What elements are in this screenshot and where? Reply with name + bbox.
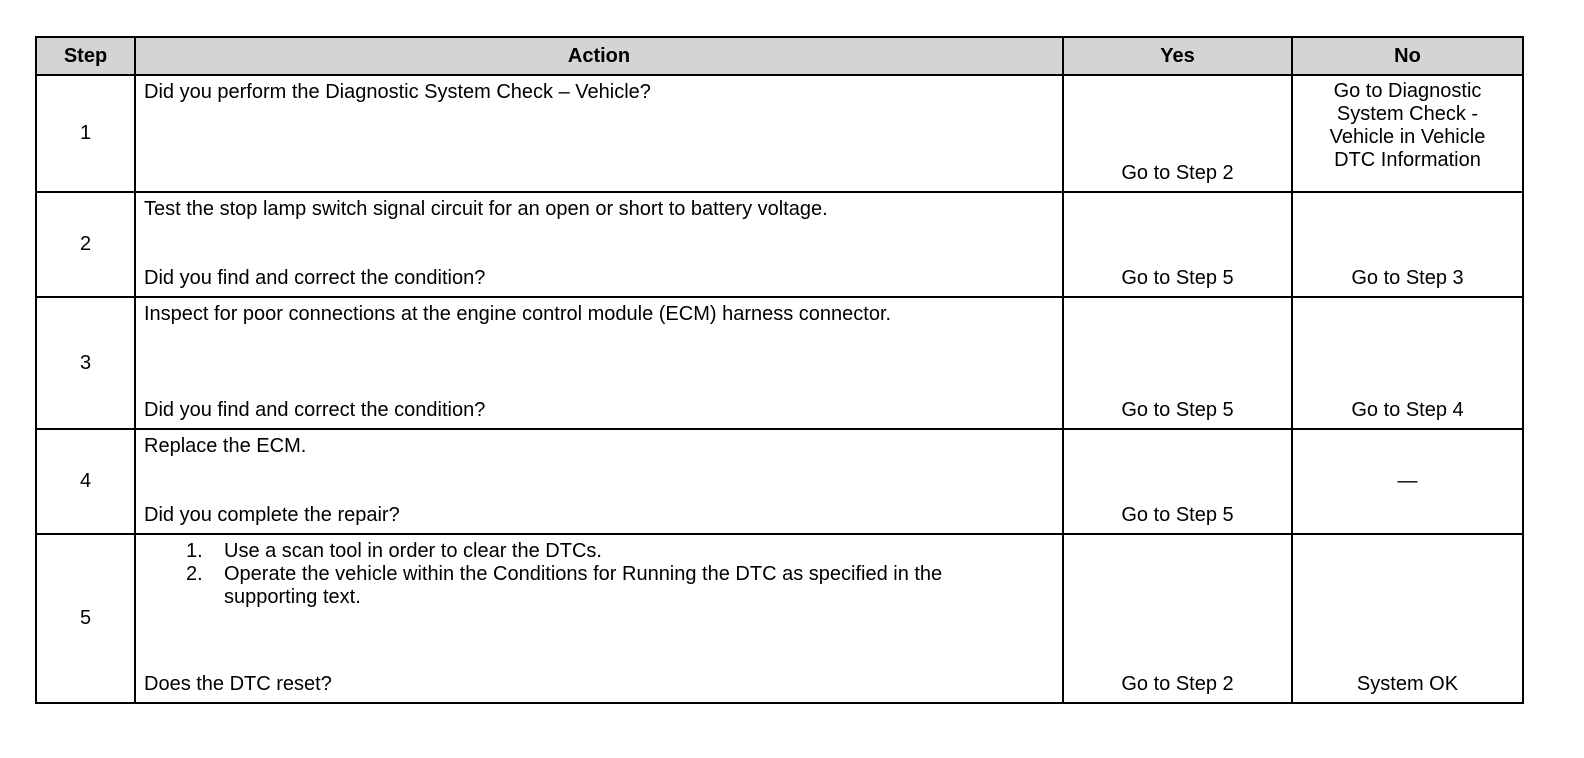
yes-cell — [1063, 534, 1292, 703]
step-number: 5 — [36, 534, 135, 703]
step-number: 1 — [36, 75, 135, 192]
table-row — [36, 192, 1523, 297]
table-row — [36, 75, 1523, 192]
action-question: Did you find and correct the condition? — [144, 267, 486, 289]
list-item-number: 1. — [186, 540, 203, 562]
no-cell — [1292, 429, 1523, 534]
yes-link[interactable]: Go to Step 5 — [1121, 267, 1234, 289]
no-cell — [1292, 75, 1523, 192]
diagnostic-table — [35, 36, 1524, 704]
yes-cell — [1063, 192, 1292, 297]
header-no: No — [1292, 37, 1523, 75]
no-link[interactable]: Go to Diagnostic System Check - Vehicle in Vehicle DTC Information — [1329, 80, 1486, 171]
list-item — [186, 563, 994, 609]
no-value: — — [1397, 470, 1418, 492]
yes-cell — [1063, 297, 1292, 429]
table-row — [36, 297, 1523, 429]
step-number: 2 — [36, 192, 135, 297]
header-action: Action — [135, 37, 1063, 75]
step-number: 3 — [36, 297, 135, 429]
action-cell — [135, 75, 1063, 192]
action-question: Did you complete the repair? — [144, 504, 400, 526]
action-cell — [135, 192, 1063, 297]
action-question: Does the DTC reset? — [144, 673, 332, 695]
yes-cell — [1063, 75, 1292, 192]
header-row — [36, 37, 1523, 75]
no-cell — [1292, 192, 1523, 297]
action-question: Did you find and correct the condition? — [144, 399, 486, 421]
action-instruction: Test the stop lamp switch signal circuit for an open or short to battery voltage. — [144, 198, 828, 220]
list-item-text: Operate the vehicle within the Conditions for Running the DTC as specified in the supporting text. — [224, 563, 943, 608]
yes-cell — [1063, 429, 1292, 534]
action-cell — [135, 534, 1063, 703]
action-question: Did you perform the Diagnostic System Check – Vehicle? — [144, 81, 651, 103]
list-item-text: Use a scan tool in order to clear the DTCs. — [224, 540, 602, 562]
procedure-list — [144, 540, 1054, 609]
no-value: System OK — [1356, 673, 1459, 695]
header-yes: Yes — [1063, 37, 1292, 75]
no-link[interactable]: Go to Step 3 — [1351, 267, 1464, 289]
step-number: 4 — [36, 429, 135, 534]
yes-link[interactable]: Go to Step 5 — [1121, 399, 1234, 421]
action-cell — [135, 429, 1063, 534]
yes-link[interactable]: Go to Step 5 — [1121, 504, 1234, 526]
yes-link[interactable]: Go to Step 2 — [1121, 673, 1234, 695]
list-item-number: 2. — [186, 563, 203, 585]
yes-link[interactable]: Go to Step 2 — [1121, 162, 1234, 184]
list-item — [186, 540, 1054, 563]
action-instruction: Inspect for poor connections at the engine control module (ECM) harness connector. — [144, 303, 892, 325]
action-instruction: Replace the ECM. — [144, 435, 307, 457]
no-link[interactable]: Go to Step 4 — [1351, 399, 1464, 421]
action-cell — [135, 297, 1063, 429]
table-row — [36, 429, 1523, 534]
header-step: Step — [36, 37, 135, 75]
no-cell — [1292, 534, 1523, 703]
table-row — [36, 534, 1523, 703]
no-cell — [1292, 297, 1523, 429]
